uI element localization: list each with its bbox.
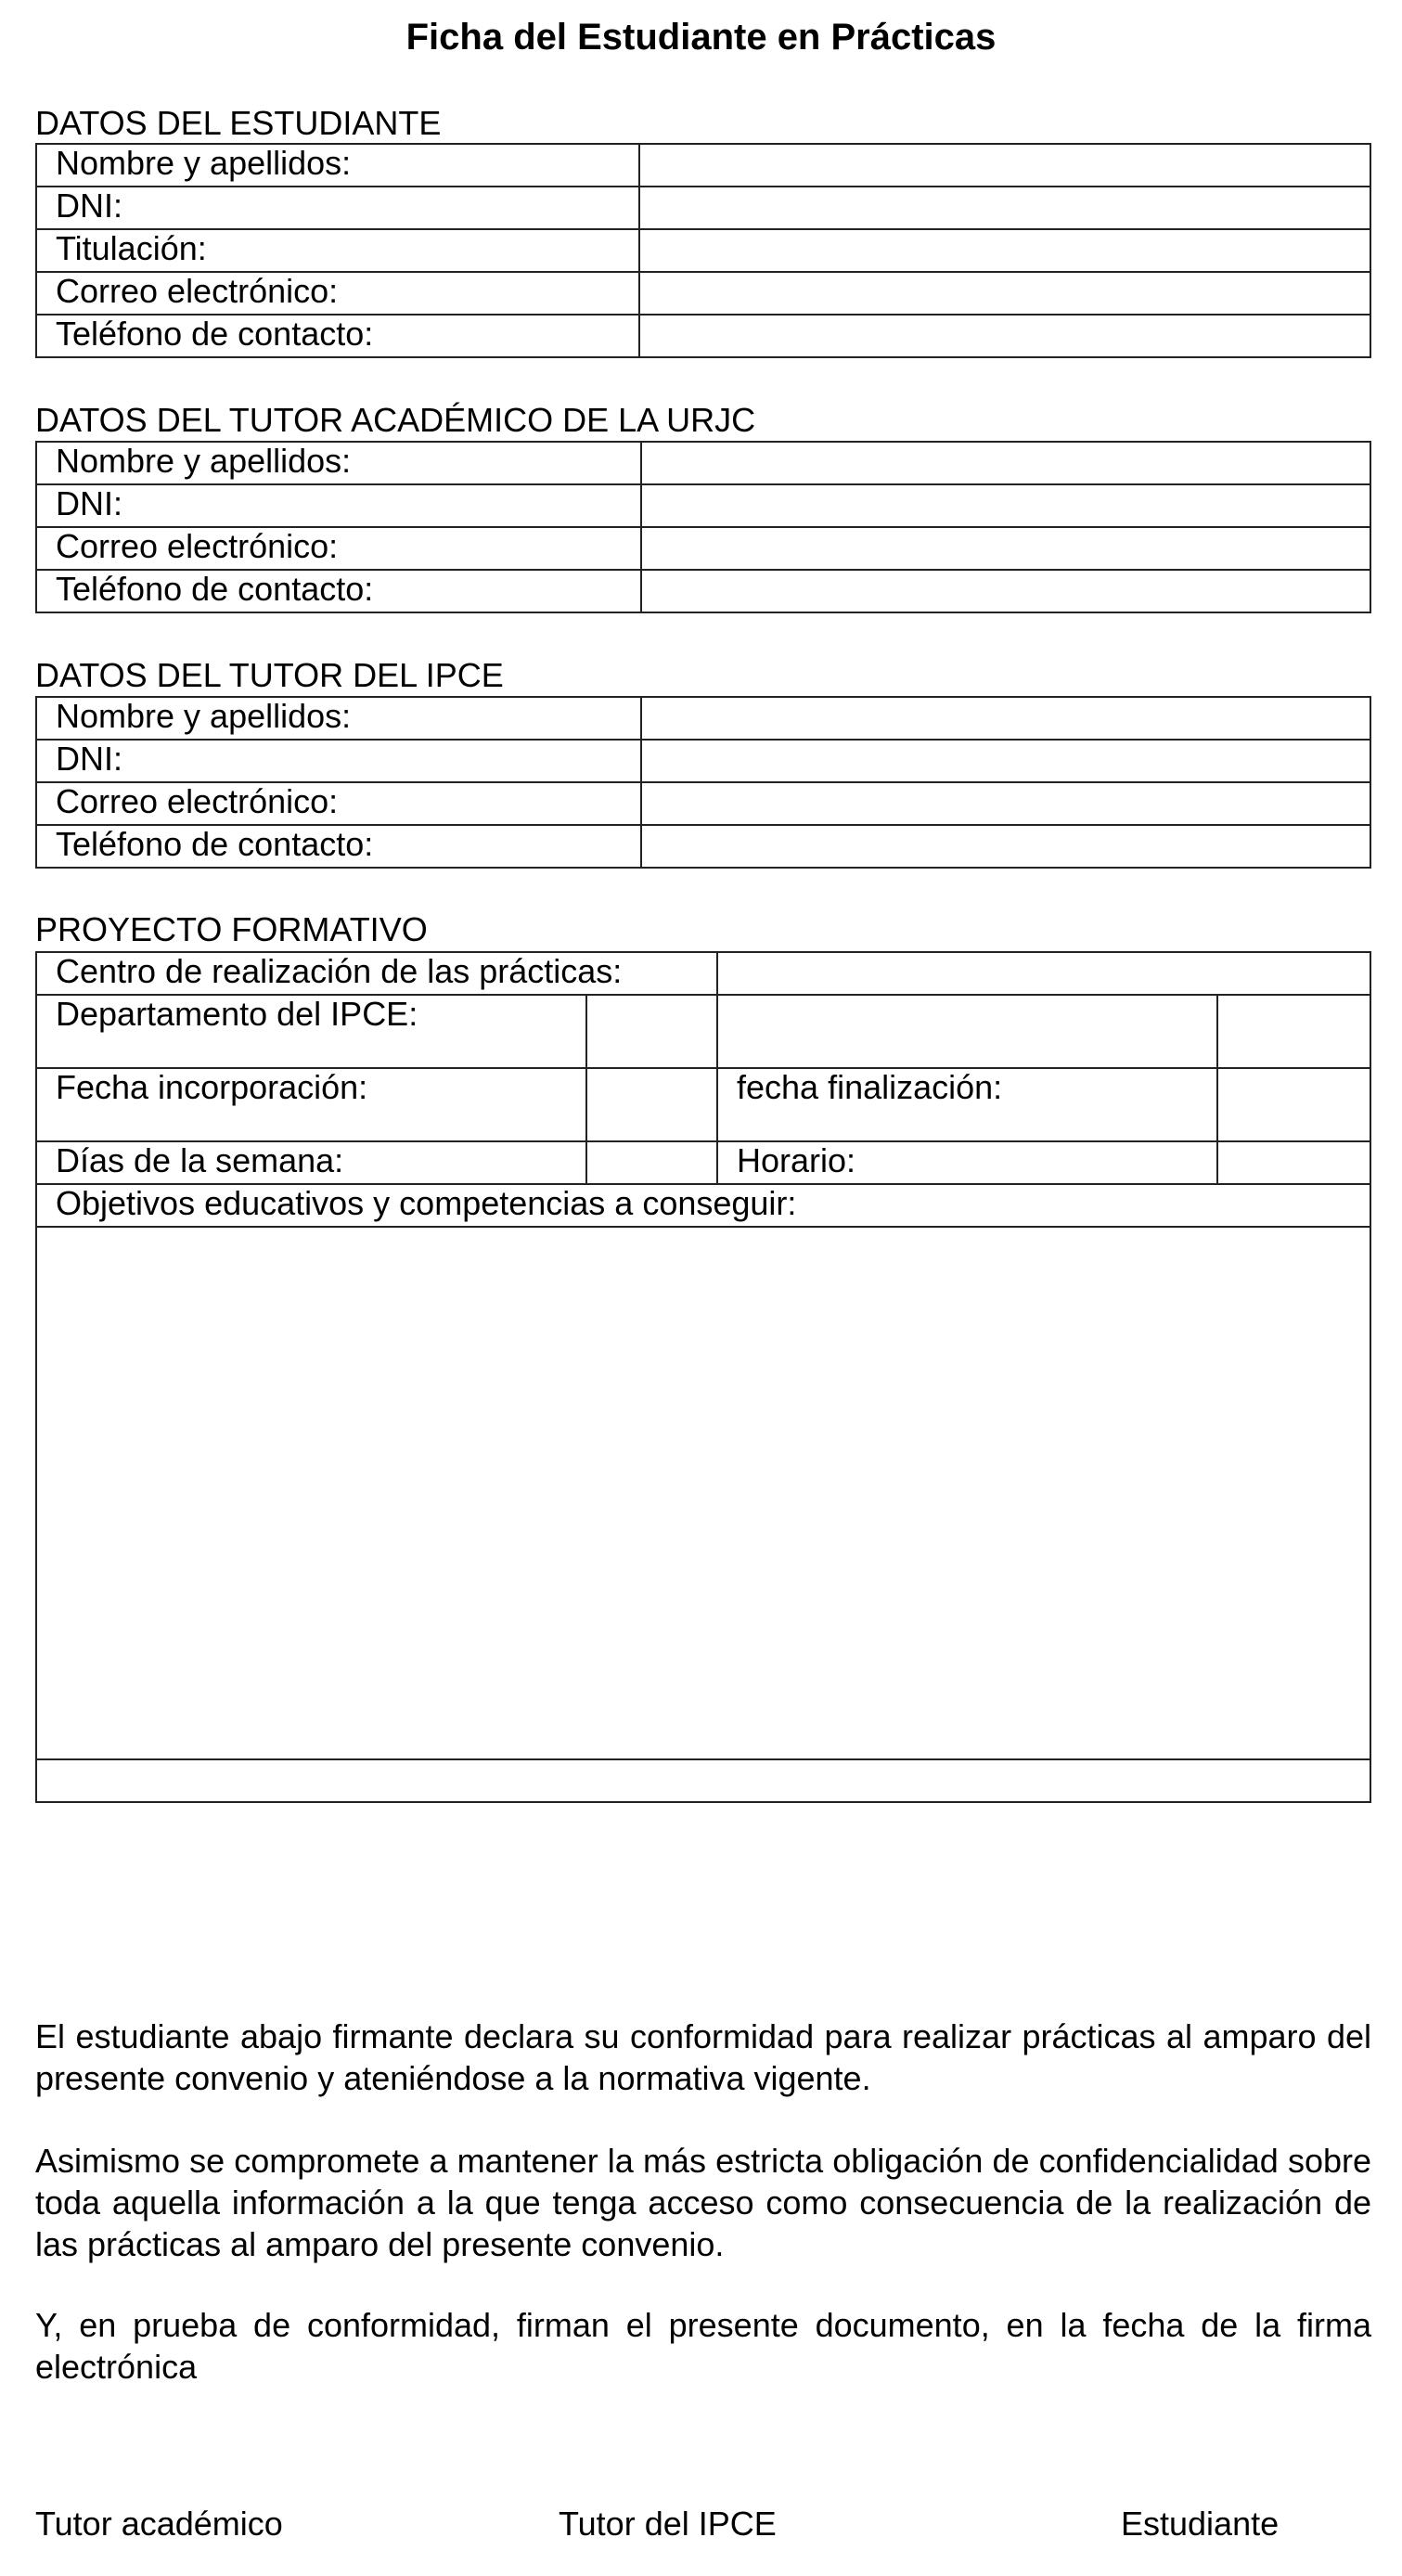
ipce-tutor-section-heading: DATOS DEL TUTOR DEL IPCE [35,656,504,694]
center-field[interactable] [717,952,1370,995]
table-row [36,229,1370,272]
student-email-label: Correo electrónico: [36,272,639,315]
department-extra-field[interactable] [717,995,1217,1068]
academic-tutor-table [35,441,1371,613]
start-date-field[interactable] [586,1068,717,1141]
table-row [36,782,1370,825]
department-label: Departamento del IPCE: [36,995,586,1068]
academic-tutor-section-heading: DATOS DEL TUTOR ACADÉMICO DE LA URJC [35,401,756,439]
ipce-tutor-dni-label: DNI: [36,740,641,782]
ipce-tutor-phone-field[interactable] [641,825,1370,868]
table-row [36,952,1370,995]
table-row [36,570,1370,612]
table-row [36,825,1370,868]
department-field[interactable] [586,995,717,1068]
end-date-label: fecha finalización: [717,1068,1217,1141]
declaration-paragraph-1: El estudiante abajo firmante declara su conformidad para realizar prácticas al amparo del presente convenio y ateniéndose a la normativa vigente. [35,2017,1371,2097]
student-name-field[interactable] [639,144,1370,187]
student-degree-field[interactable] [639,229,1370,272]
academic-tutor-name-field[interactable] [641,442,1370,484]
weekdays-field[interactable] [586,1141,717,1184]
schedule-label: Horario: [717,1141,1217,1184]
student-degree-label: Titulación: [36,229,639,272]
table-row [36,697,1370,740]
student-data-table [35,143,1371,358]
table-row [36,315,1370,357]
table-row [36,1759,1370,1802]
signature-academic-tutor: Tutor académico [35,2505,283,2543]
ipce-tutor-name-label: Nombre y apellidos: [36,697,641,740]
objectives-extra-field[interactable] [36,1759,1370,1802]
ipce-tutor-dni-field[interactable] [641,740,1370,782]
start-date-label: Fecha incorporación: [36,1068,586,1141]
ipce-tutor-email-label: Correo electrónico: [36,782,641,825]
table-row [36,527,1370,570]
ipce-tutor-name-field[interactable] [641,697,1370,740]
academic-tutor-phone-label: Teléfono de contacto: [36,570,641,612]
ipce-tutor-table [35,696,1371,869]
center-label: Centro de realización de las prácticas: [36,952,717,995]
student-phone-field[interactable] [639,315,1370,357]
schedule-field[interactable] [1217,1141,1370,1184]
academic-tutor-phone-field[interactable] [641,570,1370,612]
project-section-heading: PROYECTO FORMATIVO [35,910,428,948]
objectives-label: Objetivos educativos y competencias a conseguir: [36,1184,1370,1227]
academic-tutor-email-field[interactable] [641,527,1370,570]
student-dni-field[interactable] [639,187,1370,229]
ipce-tutor-email-field[interactable] [641,782,1370,825]
table-row [36,1184,1370,1227]
academic-tutor-dni-field[interactable] [641,484,1370,527]
objectives-field[interactable] [36,1227,1370,1759]
student-email-field[interactable] [639,272,1370,315]
academic-tutor-name-label: Nombre y apellidos: [36,442,641,484]
academic-tutor-dni-label: DNI: [36,484,641,527]
declaration-paragraph-3: Y, en prueba de conformidad, firman el presente documento, en la fecha de la firma electrónica [35,2306,1371,2386]
table-row [36,272,1370,315]
student-dni-label: DNI: [36,187,639,229]
student-name-label: Nombre y apellidos: [36,144,639,187]
end-date-field[interactable] [1217,1068,1370,1141]
signature-student: Estudiante [1121,2505,1280,2543]
weekdays-label: Días de la semana: [36,1141,586,1184]
ipce-tutor-phone-label: Teléfono de contacto: [36,825,641,868]
project-table [35,951,1371,1803]
declaration-paragraph-2: Asimismo se compromete a mantener la más estricta obligación de confidencialidad sobre toda aquella información a la que tenga acceso como consecuencia de la realización de las prácticas al amparo del presente convenio. [35,2142,1371,2263]
table-row [36,144,1370,187]
student-phone-label: Teléfono de contacto: [36,315,639,357]
table-row [36,484,1370,527]
table-row [36,187,1370,229]
table-row [36,442,1370,484]
page-title: Ficha del Estudiante en Prácticas [405,17,997,58]
table-row [36,995,1370,1068]
department-extra-field-2[interactable] [1217,995,1370,1068]
table-row [36,1141,1370,1184]
student-section-heading: DATOS DEL ESTUDIANTE [35,104,442,142]
signature-ipce-tutor: Tutor del IPCE [559,2505,777,2543]
academic-tutor-email-label: Correo electrónico: [36,527,641,570]
table-row [36,1068,1370,1141]
table-row [36,740,1370,782]
table-row [36,1227,1370,1759]
